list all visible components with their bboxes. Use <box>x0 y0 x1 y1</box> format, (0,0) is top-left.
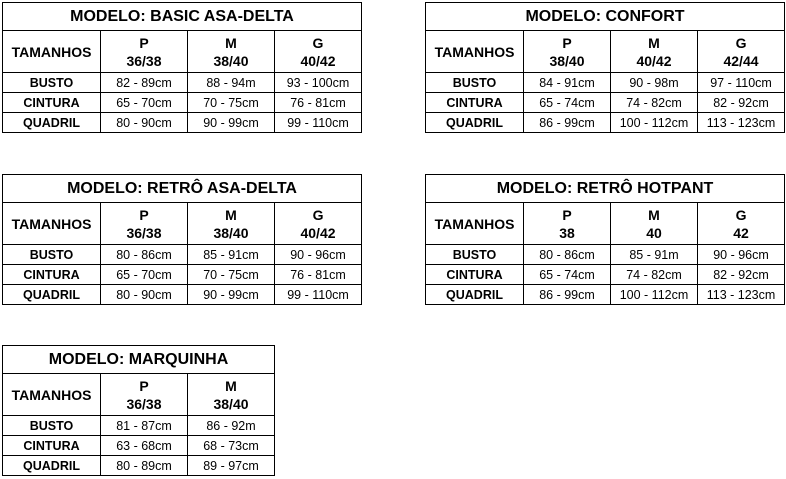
table-row-busto <box>3 245 362 265</box>
row-label: CINTURA <box>426 265 524 285</box>
measurement-cell: 80 - 90cm <box>101 113 188 133</box>
size-table-retro-asa-delta <box>2 174 362 305</box>
measurement-cell: 100 - 112cm <box>611 113 698 133</box>
table-row-cintura <box>3 265 362 285</box>
table-row-quadril <box>3 456 275 476</box>
measurement-cell: 74 - 82cm <box>611 93 698 113</box>
size-letter: M <box>648 34 660 51</box>
table-row-busto <box>3 73 362 93</box>
size-table-retro-hotpant <box>425 174 785 305</box>
measurement-cell: 82 - 92cm <box>698 93 785 113</box>
measurement-cell: 86 - 99cm <box>524 113 611 133</box>
size-header-p <box>524 31 611 73</box>
measurement-cell: 86 - 92m <box>188 416 275 436</box>
row-label: BUSTO <box>3 73 101 93</box>
measurement-cell: 113 - 123cm <box>698 113 785 133</box>
measurement-cell: 65 - 74cm <box>524 265 611 285</box>
row-label: CINTURA <box>3 265 101 285</box>
sizes-header-label: TAMANHOS <box>3 203 101 245</box>
measurement-cell: 65 - 70cm <box>101 93 188 113</box>
size-letter: G <box>312 206 324 223</box>
size-table-marquinha <box>2 345 275 476</box>
size-letter: M <box>225 206 237 223</box>
row-label: BUSTO <box>3 416 101 436</box>
table-title: MODELO: RETRÔ ASA-DELTA <box>3 175 362 203</box>
row-label: CINTURA <box>3 93 101 113</box>
measurement-cell: 97 - 110cm <box>698 73 785 93</box>
size-number: 36/38 <box>126 224 162 241</box>
measurement-cell: 70 - 75cm <box>188 265 275 285</box>
row-label: QUADRIL <box>426 285 524 305</box>
size-header-p <box>101 374 188 416</box>
table-row-busto <box>426 73 785 93</box>
measurement-cell: 80 - 90cm <box>101 285 188 305</box>
size-letter: P <box>139 34 149 51</box>
measurement-cell: 90 - 96cm <box>275 245 362 265</box>
size-header-m <box>611 31 698 73</box>
size-number: 38/40 <box>213 395 249 412</box>
sizes-header-label: TAMANHOS <box>3 374 101 416</box>
measurement-cell: 70 - 75cm <box>188 93 275 113</box>
measurement-cell: 65 - 70cm <box>101 265 188 285</box>
size-letter: M <box>225 377 237 394</box>
size-header-g <box>698 203 785 245</box>
measurement-cell: 113 - 123cm <box>698 285 785 305</box>
measurement-cell: 65 - 74cm <box>524 93 611 113</box>
measurement-cell: 99 - 110cm <box>275 285 362 305</box>
sizes-header-label: TAMANHOS <box>426 203 524 245</box>
measurement-cell: 82 - 92cm <box>698 265 785 285</box>
measurement-cell: 63 - 68cm <box>101 436 188 456</box>
table-row-cintura <box>426 265 785 285</box>
table-row-busto <box>426 245 785 265</box>
size-number: 38/40 <box>213 52 249 69</box>
row-label: CINTURA <box>426 93 524 113</box>
measurement-cell: 99 - 110cm <box>275 113 362 133</box>
measurement-cell: 80 - 86cm <box>524 245 611 265</box>
size-letter: G <box>735 206 747 223</box>
size-number: 36/38 <box>126 395 162 412</box>
size-letter: P <box>562 34 572 51</box>
measurement-cell: 90 - 98m <box>611 73 698 93</box>
size-number: 40/42 <box>300 224 336 241</box>
size-header-p <box>101 203 188 245</box>
row-label: BUSTO <box>426 73 524 93</box>
size-letter: P <box>139 206 149 223</box>
size-header-p <box>524 203 611 245</box>
size-header-m <box>611 203 698 245</box>
size-table-basic-asa-delta <box>2 2 362 133</box>
measurement-cell: 85 - 91m <box>611 245 698 265</box>
size-header-m <box>188 203 275 245</box>
size-number: 42/44 <box>723 52 759 69</box>
size-letter: G <box>312 34 324 51</box>
size-number: 38/40 <box>549 52 585 69</box>
measurement-cell: 76 - 81cm <box>275 265 362 285</box>
table-row-cintura <box>3 436 275 456</box>
measurement-cell: 85 - 91cm <box>188 245 275 265</box>
table-title: MODELO: BASIC ASA-DELTA <box>3 3 362 31</box>
size-number: 38 <box>559 224 575 241</box>
size-letter: G <box>735 34 747 51</box>
size-letter: P <box>139 377 149 394</box>
table-row-cintura <box>426 93 785 113</box>
size-number: 40 <box>646 224 662 241</box>
table-row-quadril <box>3 285 362 305</box>
row-label: BUSTO <box>426 245 524 265</box>
measurement-cell: 76 - 81cm <box>275 93 362 113</box>
sizes-header-label: TAMANHOS <box>426 31 524 73</box>
measurement-cell: 90 - 96cm <box>698 245 785 265</box>
size-header-g <box>698 31 785 73</box>
table-row-busto <box>3 416 275 436</box>
size-number: 36/38 <box>126 52 162 69</box>
size-header-m <box>188 31 275 73</box>
table-title: MODELO: MARQUINHA <box>3 346 275 374</box>
size-number: 42 <box>733 224 749 241</box>
table-title: MODELO: CONFORT <box>426 3 785 31</box>
size-number: 38/40 <box>213 224 249 241</box>
measurement-cell: 90 - 99cm <box>188 113 275 133</box>
measurement-cell: 84 - 91cm <box>524 73 611 93</box>
size-header-p <box>101 31 188 73</box>
measurement-cell: 90 - 99cm <box>188 285 275 305</box>
size-letter: M <box>225 34 237 51</box>
measurement-cell: 89 - 97cm <box>188 456 275 476</box>
measurement-cell: 80 - 86cm <box>101 245 188 265</box>
measurement-cell: 88 - 94m <box>188 73 275 93</box>
size-header-g <box>275 31 362 73</box>
measurement-cell: 74 - 82cm <box>611 265 698 285</box>
measurement-cell: 100 - 112cm <box>611 285 698 305</box>
measurement-cell: 81 - 87cm <box>101 416 188 436</box>
sizes-header-label: TAMANHOS <box>3 31 101 73</box>
size-number: 40/42 <box>636 52 672 69</box>
row-label: QUADRIL <box>3 285 101 305</box>
table-row-quadril <box>426 285 785 305</box>
size-letter: P <box>562 206 572 223</box>
measurement-cell: 86 - 99cm <box>524 285 611 305</box>
table-row-cintura <box>3 93 362 113</box>
table-row-quadril <box>426 113 785 133</box>
measurement-cell: 93 - 100cm <box>275 73 362 93</box>
measurement-cell: 68 - 73cm <box>188 436 275 456</box>
row-label: QUADRIL <box>426 113 524 133</box>
row-label: QUADRIL <box>3 113 101 133</box>
measurement-cell: 80 - 89cm <box>101 456 188 476</box>
row-label: QUADRIL <box>3 456 101 476</box>
table-row-quadril <box>3 113 362 133</box>
size-table-confort <box>425 2 785 133</box>
row-label: BUSTO <box>3 245 101 265</box>
measurement-cell: 82 - 89cm <box>101 73 188 93</box>
size-header-g <box>275 203 362 245</box>
size-header-m <box>188 374 275 416</box>
table-title: MODELO: RETRÔ HOTPANT <box>426 175 785 203</box>
size-letter: M <box>648 206 660 223</box>
row-label: CINTURA <box>3 436 101 456</box>
size-number: 40/42 <box>300 52 336 69</box>
